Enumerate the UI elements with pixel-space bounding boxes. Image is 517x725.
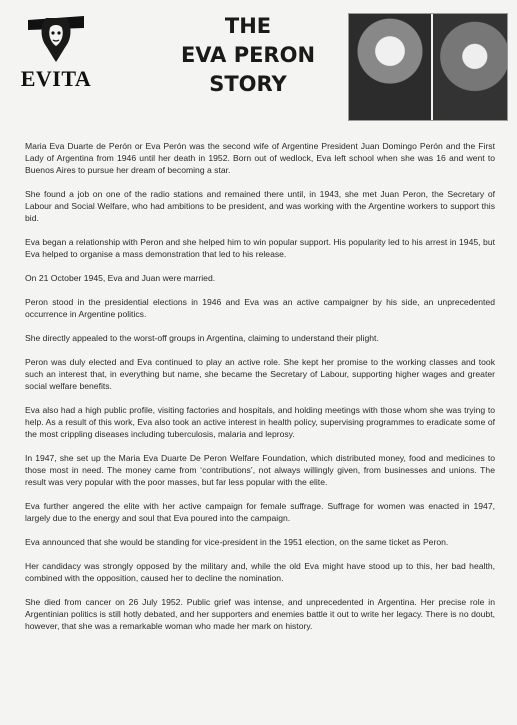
- paragraph: Eva announced that she would be standing for vice-president in the 1951 election, on the same ticket as Peron.: [25, 537, 449, 547]
- paragraph: Maria Eva Duarte de Perón or Eva Perón was the second wife of Argentine President Juan Domingo Perón and the First Lady of Argentina from 1946 until her death in 1952. Born out of wedlock, Eva left school when she was 16 and went to Buenos Aires to pursue her dream of becoming a star.: [25, 141, 495, 175]
- paragraph: She found a job on one of the radio stations and remained there until, in 1943, she met Juan Peron, the Secretary of Labour and Social Welfare, who had ambitions to be president, and was working with the Argentine workers to support this bid.: [25, 189, 495, 223]
- logo-wordmark: EVITA: [20, 66, 92, 91]
- page-title: [178, 12, 318, 99]
- title-line: THE: [224, 14, 272, 38]
- eva-peron-photo-collage: [348, 13, 508, 121]
- paragraph: She died from cancer on 26 July 1952. Public grief was intense, and unprecedented in Argentina. Her precise role in Argentinian politics is still hotly debated, and her supporters and enemies battle it out to write her legacy. There is no doubt, however, that she was a remarkable woman who made her mark on history.: [25, 597, 495, 631]
- photo-eva-portrait: [349, 14, 431, 120]
- paragraph: Eva also had a high public profile, visiting factories and hospitals, and holding meetings with those whom she was trying to help. As a result of this work, Eva also took an active interest in health policy, supervising programmes to eradicate some of the most crippling diseases including tuberculosis, malaria and leprosy.: [25, 405, 495, 439]
- paragraph: She directly appealed to the worst-off groups in Argentina, claiming to understand their plight.: [25, 333, 379, 343]
- paragraph: Peron was duly elected and Eva continued to play an active role. She kept her promise to the working classes and took such an interest that, in everything but name, she became the Secretary of Labour, supporting higher wages and greater social welfare benefits.: [25, 357, 495, 391]
- paragraph: Eva further angered the elite with her active campaign for female suffrage. Suffrage for women was enacted in 1947, largely due to the energy and soul that Eva poured into the campaign.: [25, 501, 495, 523]
- evita-face-icon: [28, 14, 84, 64]
- title-line: STORY: [209, 72, 287, 96]
- paragraph: Peron stood in the presidential elections in 1946 and Eva was an active campaigner by his side, an unprecedented occurrence in Argentine politics.: [25, 297, 495, 319]
- paragraph: In 1947, she set up the Maria Eva Duarte De Peron Welfare Foundation, which distributed money, food and medicines to those most in need. The money came from ‘contributions’, not always willingly given, from businesses and unions. The result was very popular with the poor masses, but far less popular with the elite.: [25, 453, 495, 487]
- evita-logo: [18, 14, 94, 91]
- paragraph: On 21 October 1945, Eva and Juan were married.: [25, 273, 216, 283]
- photo-eva-waving: [431, 14, 508, 120]
- paragraph: Eva began a relationship with Peron and she helped him to win popular support. His popularity led to his arrest in 1945, but Eva helped to organise a mass demonstration that led to his release.: [25, 237, 495, 259]
- story-body: [25, 140, 495, 632]
- title-line: EVA PERON: [180, 43, 316, 67]
- paragraph: Her candidacy was strongly opposed by the military and, while the old Eva might have stood up to this, her bad health, combined with the opposition, caused her to decline the nomination.: [25, 561, 495, 583]
